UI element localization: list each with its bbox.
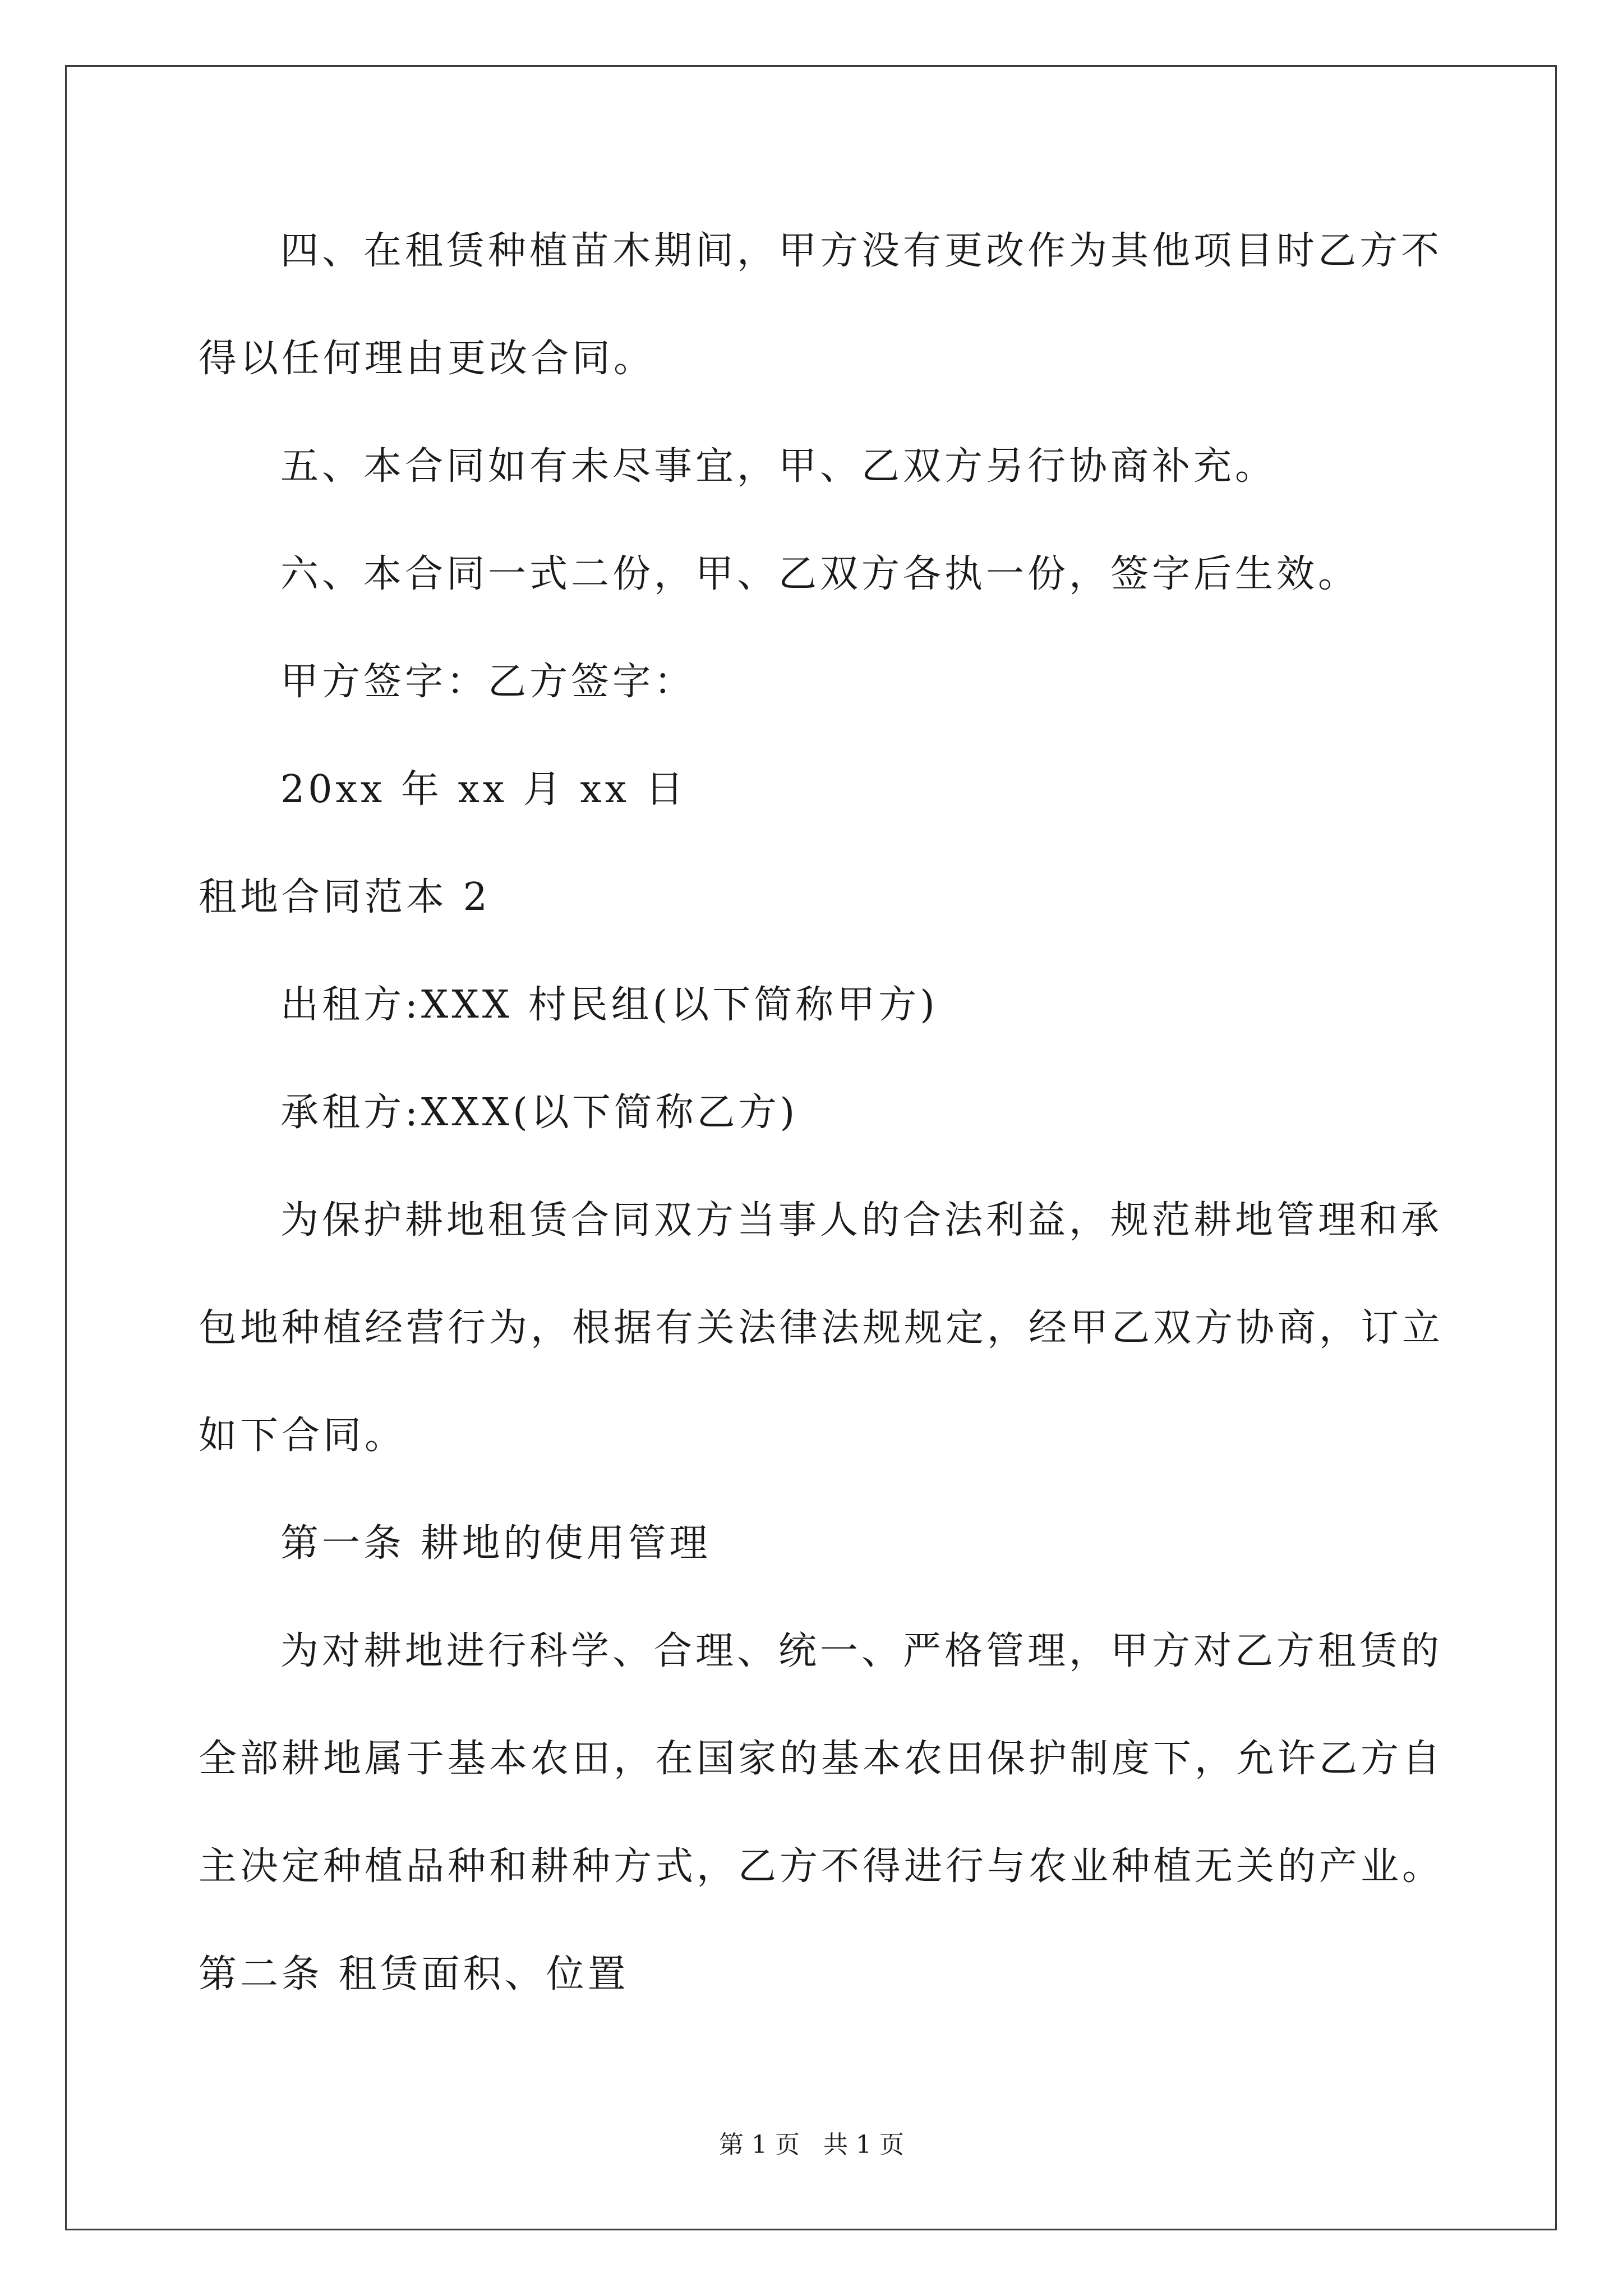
paragraph-line: 全部耕地属于基本农田，在国家的基本农田保护制度下，允许乙方自 [199, 1737, 1444, 1781]
section-title: 租地合同范本 2 [199, 875, 491, 919]
paragraph-line: 四、在租赁种植苗木期间，甲方没有更改作为其他项目时乙方不 [280, 229, 1443, 273]
article-heading: 第二条 租赁面积、位置 [199, 1952, 629, 1996]
paragraph-line: 得以任何理由更改合同。 [199, 337, 656, 381]
article-heading: 第一条 耕地的使用管理 [280, 1521, 711, 1566]
paragraph-line: 主决定种植品种和耕种方式，乙方不得进行与农业种植无关的产业。 [199, 1844, 1444, 1889]
lessor-line: 出租方:XXX 村民组(以下简称甲方) [280, 983, 938, 1027]
signature-line: 甲方签字：乙方签字： [280, 660, 696, 704]
paragraph-line: 为对耕地进行科学、合理、统一、严格管理，甲方对乙方租赁的 [280, 1629, 1443, 1673]
page-number: 第 1 页 共 1 页 [719, 2131, 904, 2159]
date-line: 20xx 年 xx 月 xx 日 [280, 767, 687, 812]
page-border [65, 65, 1557, 2230]
paragraph-line: 五、本合同如有未尽事宜，甲、乙双方另行协商补充。 [280, 444, 1277, 489]
lessee-line: 承租方:XXX(以下简称乙方) [280, 1091, 799, 1135]
paragraph-line: 为保护耕地租赁合同双方当事人的合法利益，规范耕地管理和承 [280, 1198, 1443, 1243]
paragraph-line: 六、本合同一式二份，甲、乙双方各执一份，签字后生效。 [280, 552, 1360, 596]
paragraph-line: 包地种植经营行为，根据有关法律法规规定，经甲乙双方协商，订立 [199, 1306, 1444, 1350]
paragraph-line: 如下合同。 [199, 1414, 407, 1458]
